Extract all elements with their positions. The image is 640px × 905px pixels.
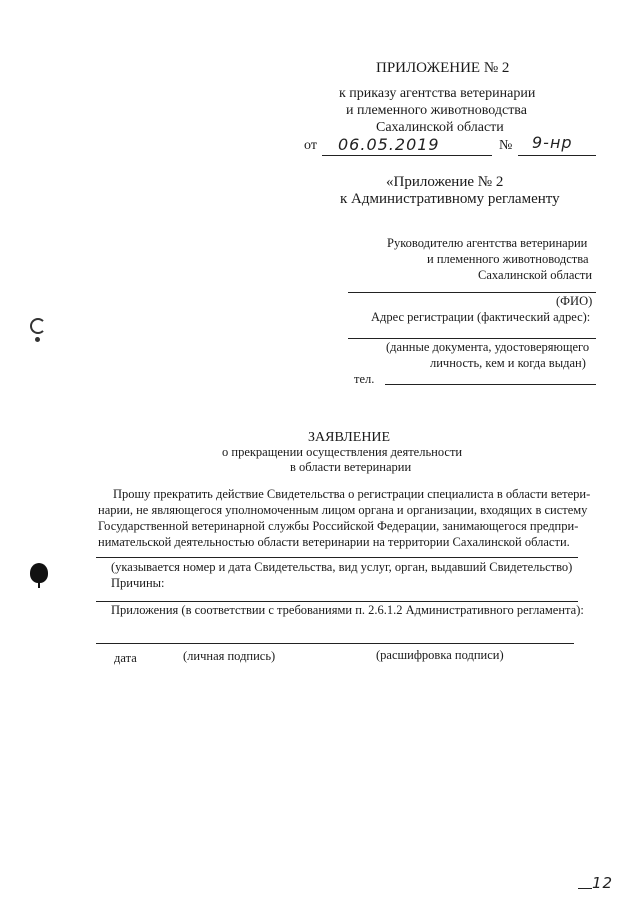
order-date-handwritten: 06.05.2019 [338, 135, 440, 154]
punch-hole-mark [30, 563, 48, 583]
statement-body-line-1: Прошу прекратить действие Свидетельства о регистрации специалиста в области ветери- [113, 487, 591, 501]
address-field-line [348, 338, 596, 339]
phone-field-line [385, 384, 596, 385]
scan-mark-dot [35, 337, 40, 342]
page-number-stroke [578, 888, 592, 889]
certificate-note: (указывается номер и дата Свидетельства, вид услуг, орган, выдавший Свидетельство) [111, 560, 573, 574]
statement-title: ЗАЯВЛЕНИЕ [308, 430, 391, 445]
order-number-label: № [499, 138, 513, 153]
appendix-title: ПРИЛОЖЕНИЕ № 2 [376, 60, 510, 76]
order-number-underline [518, 155, 596, 156]
reasons-label: Причины: [111, 576, 165, 590]
fio-field-line [348, 292, 596, 293]
id-document-label-2: личность, кем и когда выдан) [430, 356, 586, 370]
order-date-label: от [304, 138, 317, 153]
statement-body-line-3: Государственной ветеринарной службы Российской Федерации, занимающегося предпри- [98, 519, 579, 533]
addressee-line-2: и племенного животноводства [427, 252, 589, 266]
order-date-underline [322, 155, 492, 156]
reglament-line-2: к Административному регламенту [340, 191, 560, 207]
order-line-3: Сахалинской области [376, 120, 504, 135]
addressee-line-1: Руководителю агентства ветеринарии [387, 236, 588, 250]
phone-label: тел. [354, 372, 375, 386]
statement-subtitle-1: о прекращении осуществления деятельности [222, 445, 463, 459]
statement-body-line-2: нарии, не являющегося уполномоченным лицом органа и организации, входящих в систему [98, 503, 588, 517]
order-line-1: к приказу агентства ветеринарии [339, 86, 536, 101]
certificate-field-line [96, 557, 578, 558]
order-number-handwritten: 9-нр [532, 133, 573, 152]
date-label: дата [114, 651, 137, 665]
scan-mark-top-left [30, 318, 46, 334]
personal-signature-label: (личная подпись) [183, 649, 276, 663]
punch-hole-tail [38, 582, 40, 588]
addressee-line-3: Сахалинской области [478, 268, 593, 282]
fio-label: (ФИО) [556, 294, 593, 308]
signature-decoding-label: (расшифровка подписи) [376, 648, 504, 662]
page-number: 12 [592, 874, 614, 892]
statement-subtitle-2: в области ветеринарии [290, 460, 412, 474]
reasons-field-line [96, 601, 578, 602]
statement-body-line-4: нимательской деятельностью области ветеринарии на территории Сахалинской области. [98, 535, 570, 549]
id-document-label-1: (данные документа, удостоверяющего [386, 340, 590, 354]
signature-field-line [96, 643, 574, 644]
reglament-line-1: «Приложение № 2 [386, 174, 504, 190]
attachments-label: Приложения (в соответствии с требованиями п. 2.6.1.2 Административного регламента): [111, 603, 584, 617]
address-label: Адрес регистрации (фактический адрес): [371, 310, 591, 324]
order-line-2: и племенного животноводства [346, 103, 527, 118]
